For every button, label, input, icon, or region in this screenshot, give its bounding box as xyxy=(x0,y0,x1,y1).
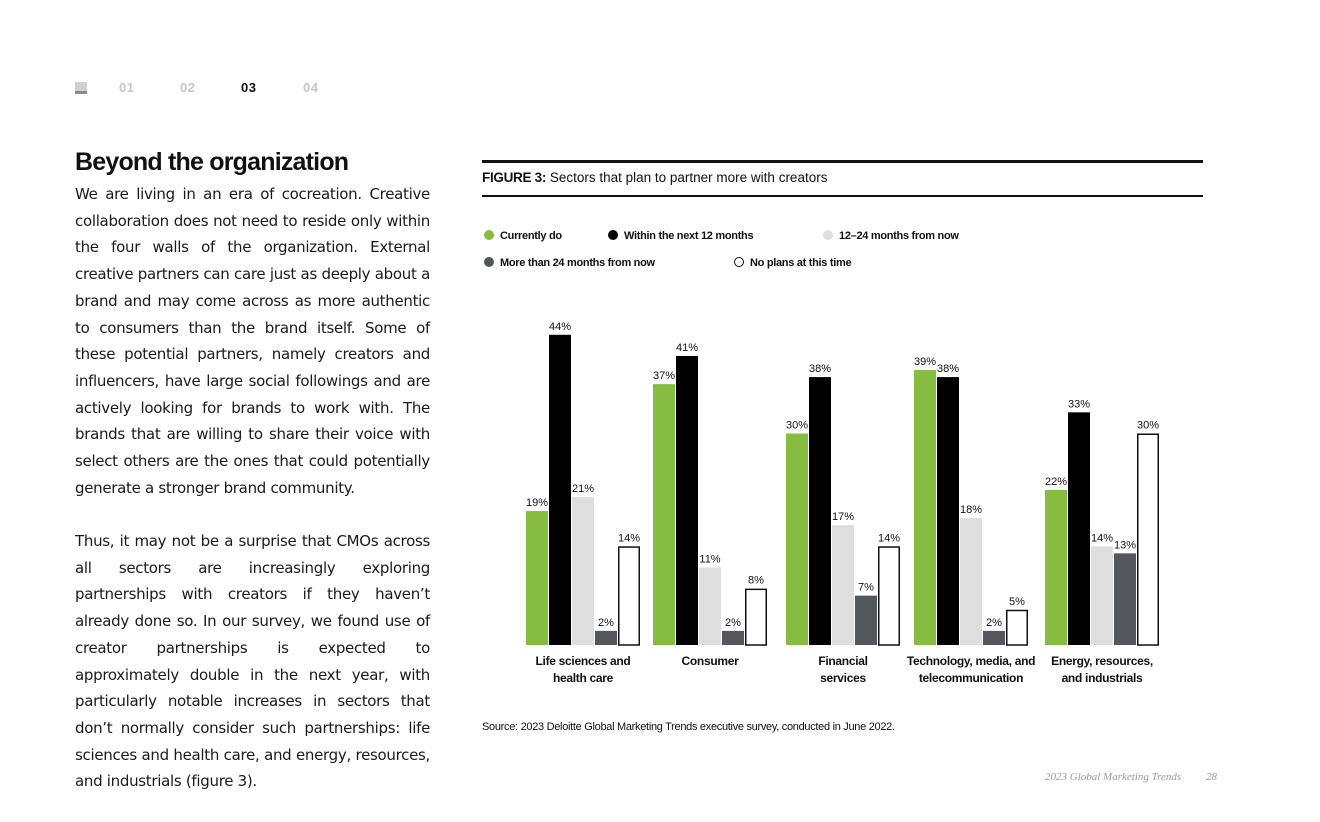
category-label: Life sciences and xyxy=(535,654,631,668)
bar-value-label: 44% xyxy=(548,320,572,333)
figure-bottom-rule xyxy=(482,195,1203,197)
bar xyxy=(855,596,877,645)
legend-item xyxy=(484,229,562,243)
bar xyxy=(595,631,617,645)
bar xyxy=(914,370,936,645)
article-paragraph: Thus, it may not be a surprise that CMOs across all sectors are increasingly exploring partnerships with creators if they haven’t already done so. In our survey, we found use of creator partnerships is expected to approximately double in the next year, with particularly notable increases in sectors that don’t normally consider such partnerships: life sciences and health care, and energy, resources, and industrials (figure 3). xyxy=(75,532,430,791)
legend-item xyxy=(484,256,655,270)
legend-item xyxy=(823,229,959,243)
bar-value-label: 38% xyxy=(936,363,960,376)
publication-title: 2023 Global Marketing Trends xyxy=(1045,771,1182,783)
legend-label: Currently do xyxy=(500,230,562,242)
nav-item-04[interactable]: 04 xyxy=(303,80,319,95)
legend-swatch xyxy=(823,230,833,240)
bar-value-label: 17% xyxy=(831,511,855,524)
bar xyxy=(746,589,767,645)
legend-swatch xyxy=(484,230,494,240)
bar-value-label: 41% xyxy=(675,341,699,354)
bar-value-label: 19% xyxy=(525,497,549,510)
page-footer xyxy=(1045,771,1217,783)
home-icon[interactable] xyxy=(75,82,87,94)
legend-swatch xyxy=(734,257,744,267)
category-label: telecommunication xyxy=(918,671,1024,685)
bar-value-label: 14% xyxy=(877,532,901,545)
bar-value-label: 14% xyxy=(617,532,641,545)
legend-label: No plans at this time xyxy=(750,257,852,269)
bar-value-label: 2% xyxy=(725,616,741,629)
bar xyxy=(722,631,744,645)
category-label: Financial xyxy=(818,654,868,668)
legend-label: More than 24 months from now xyxy=(500,257,655,269)
bar-value-label: 22% xyxy=(1044,475,1068,488)
bar-value-label: 5% xyxy=(1009,595,1025,608)
bar xyxy=(1091,546,1113,645)
bar-value-label: 2% xyxy=(598,616,614,629)
page-number: 28 xyxy=(1205,771,1217,783)
bar xyxy=(549,335,571,645)
legend-swatch xyxy=(608,230,618,240)
bar xyxy=(1114,553,1136,645)
article-title: Beyond the organization xyxy=(75,148,349,176)
bar xyxy=(676,356,698,645)
bar-value-label: 33% xyxy=(1067,398,1091,411)
bar-value-label: 30% xyxy=(1136,419,1160,432)
bar-value-label: 7% xyxy=(858,581,874,594)
article xyxy=(75,148,430,822)
figure-header xyxy=(482,160,1203,197)
bar xyxy=(937,377,959,645)
bar-value-label: 11% xyxy=(699,553,721,566)
category-label: services xyxy=(820,671,866,685)
bar-value-label: 30% xyxy=(785,419,809,432)
figure-title: Sectors that plan to partner more with creators xyxy=(549,170,828,185)
legend-item xyxy=(734,256,851,270)
legend-label: Within the next 12 months xyxy=(624,230,754,242)
bar xyxy=(1138,434,1159,645)
bar xyxy=(572,497,594,645)
legend-swatch xyxy=(484,257,494,267)
nav-item-01[interactable]: 01 xyxy=(119,80,135,95)
figure-source: Source: 2023 Deloitte Global Marketing Trends executive survey, conducted in June 2022. xyxy=(482,721,895,733)
figure-caption xyxy=(482,163,1203,195)
bar-value-label: 14% xyxy=(1090,532,1114,545)
category-label: Consumer xyxy=(681,654,739,668)
bar-value-label: 13% xyxy=(1113,539,1137,552)
bar xyxy=(526,511,548,645)
bar-value-label: 2% xyxy=(986,616,1002,629)
bar xyxy=(879,547,900,645)
bar-value-label: 21% xyxy=(571,482,595,495)
bar-value-label: 8% xyxy=(748,574,764,587)
bar xyxy=(809,377,831,645)
figure-label: FIGURE 3: xyxy=(482,170,547,185)
bar xyxy=(983,631,1005,645)
bar-value-label: 18% xyxy=(959,504,983,517)
bar-chart xyxy=(482,295,1203,695)
nav-item-02[interactable]: 02 xyxy=(180,80,196,95)
bar-value-label: 38% xyxy=(808,363,832,376)
bar xyxy=(832,525,854,645)
bar xyxy=(619,547,640,645)
bar-value-label: 39% xyxy=(913,356,937,369)
bar xyxy=(1045,490,1067,645)
bar xyxy=(1068,412,1090,645)
category-label: Energy, resources, xyxy=(1051,654,1153,668)
bar xyxy=(699,567,721,645)
bar xyxy=(1007,611,1028,646)
category-label: health care xyxy=(552,671,614,685)
nav-item-03[interactable]: 03 xyxy=(241,80,257,95)
bar xyxy=(786,434,808,646)
bar-value-label: 37% xyxy=(652,370,676,383)
category-label: Technology, media, and xyxy=(906,654,1036,668)
bar xyxy=(960,518,982,645)
article-paragraph: We are living in an era of cocreation. Creative collaboration does not need to reside only within the four walls of the organization. External creative partners can care just as deeply about a brand and may come across as more authentic to consumers than the brand itself. Some of these potential partners, namely creators and influencers, have large social followings and are actively looking for brands to work with. The brands that are willing to share their voice with select others are the ones that could potentially generate a stronger brand community. xyxy=(75,185,430,497)
category-label: and industrials xyxy=(1061,671,1143,685)
bar xyxy=(653,384,675,645)
legend-item xyxy=(608,229,753,243)
legend-label: 12–24 months from now xyxy=(839,230,959,242)
